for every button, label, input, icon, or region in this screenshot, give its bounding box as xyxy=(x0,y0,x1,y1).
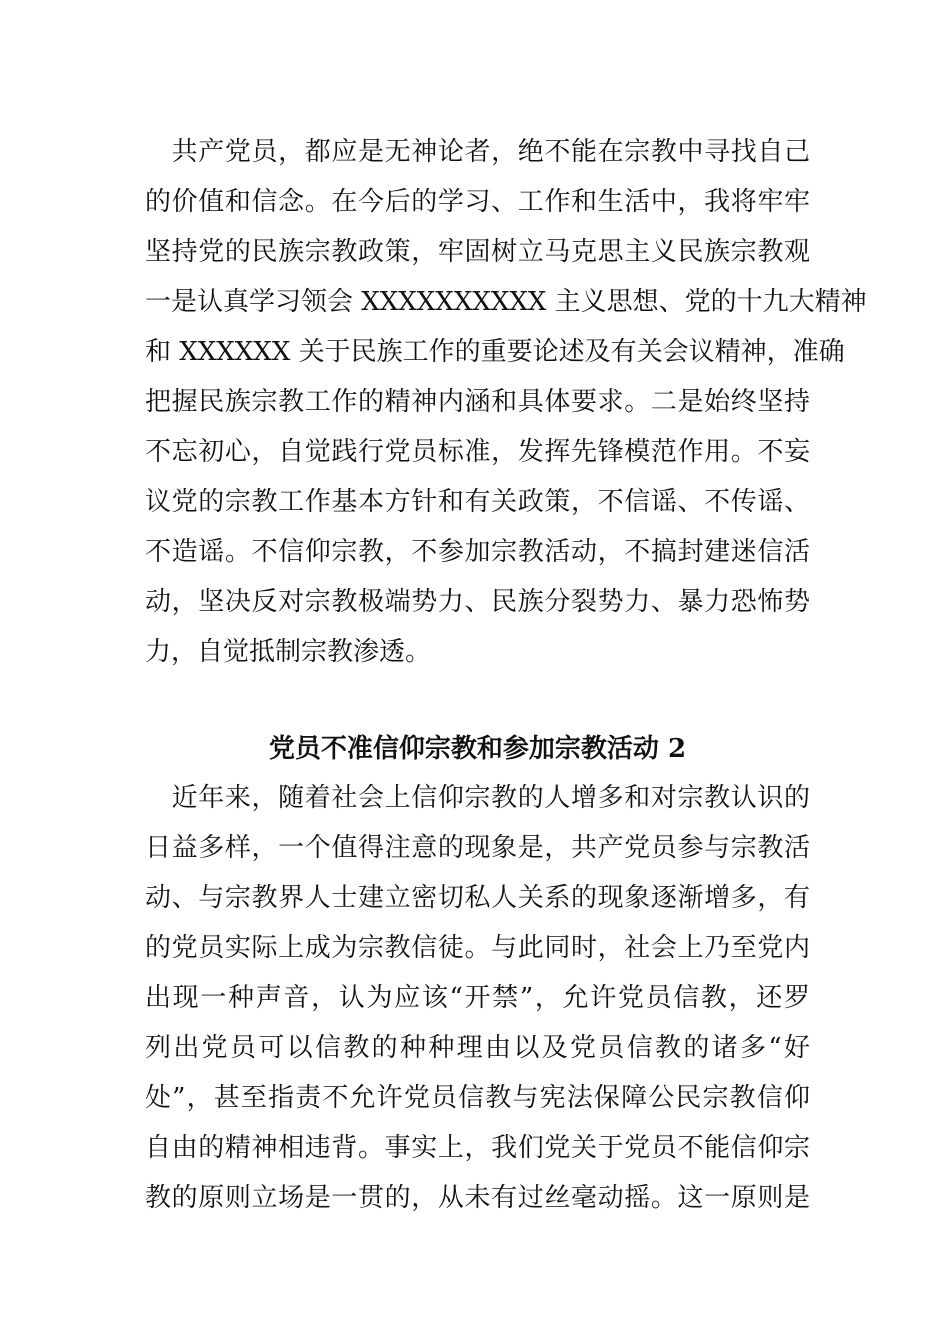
paragraph-line: 日益多样，一个值得注意的现象是，共产党员参与宗教活 xyxy=(145,833,810,863)
paragraph-line: 的价值和信念。在今后的学习、工作和生活中，我将牢牢 xyxy=(145,187,810,217)
section-heading: 党员不准信仰宗教和参加宗教活动 2 xyxy=(268,734,687,764)
paragraph-line: 出现一种声音，认为应该“开禁”，允许党员信教，还罗 xyxy=(145,983,810,1013)
paragraph-line: 共产党员，都应是无神论者，绝不能在宗教中寻找自己 xyxy=(145,137,810,167)
paragraph-line: 列出党员可以信教的种种理由以及党员信教的诸多“好 xyxy=(145,1033,810,1063)
paragraph-line: 动、与宗教界人士建立密切私人关系的现象逐渐增多，有 xyxy=(145,883,810,913)
paragraph-line: 的党员实际上成为宗教信徒。与此同时，社会上乃至党内 xyxy=(145,933,810,963)
paragraph-line: 和 XXXXXX 关于民族工作的重要论述及有关会议精神，准确 xyxy=(145,337,845,367)
paragraph-line: 一是认真学习领会 XXXXXXXXXX 主义思想、党的十九大精神 xyxy=(145,287,867,317)
paragraph-line: 教的原则立场是一贯的，从未有过丝毫动摇。这一原则是 xyxy=(145,1183,810,1213)
paragraph-line: 不造谣。不信仰宗教，不参加宗教活动，不搞封建迷信活 xyxy=(145,537,810,567)
paragraph-line: 坚持党的民族宗教政策，牢固树立马克思主义民族宗教观 xyxy=(145,237,810,267)
paragraph-line: 动，坚决反对宗教极端势力、民族分裂势力、暴力恐怖势 xyxy=(145,587,810,617)
paragraph-line: 自由的精神相违背。事实上，我们党关于党员不能信仰宗 xyxy=(145,1133,810,1163)
paragraph-line: 议党的宗教工作基本方针和有关政策，不信谣、不传谣、 xyxy=(145,487,810,517)
paragraph-line: 不忘初心，自觉践行党员标准，发挥先锋模范作用。不妄 xyxy=(145,437,810,467)
paragraph-line: 力，自觉抵制宗教渗透。 xyxy=(145,637,432,667)
paragraph-line: 近年来，随着社会上信仰宗教的人增多和对宗教认识的 xyxy=(145,783,810,813)
paragraph-line: 处”，甚至指责不允许党员信教与宪法保障公民宗教信仰 xyxy=(145,1083,810,1113)
paragraph-line: 把握民族宗教工作的精神内涵和具体要求。二是始终坚持 xyxy=(145,387,810,417)
